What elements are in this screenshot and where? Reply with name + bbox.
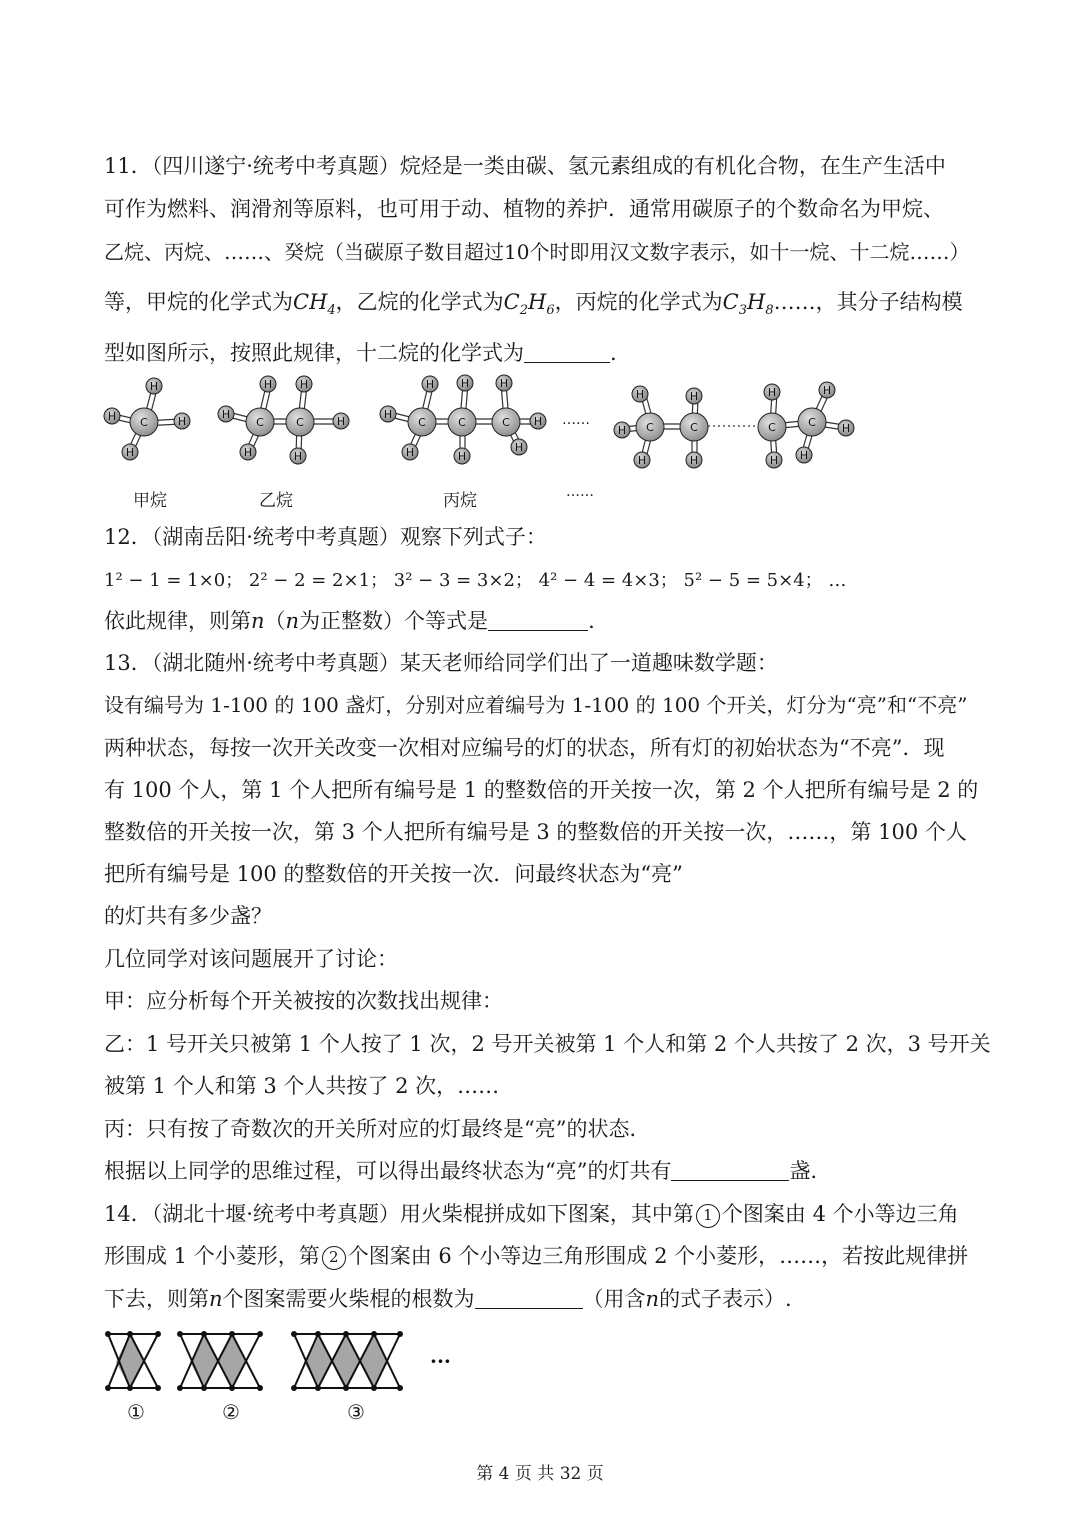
q13-line-9: 甲：应分析每个开关被按的次数找出规律： [104,989,503,1013]
svg-text:C: C [458,416,466,429]
variable-n: n [645,1287,660,1311]
rhombus-shape [116,1334,144,1388]
q14-line-1-text-a: 14．（湖北十堰·统考中考真题）用火柴棍拼成如下图案，其中第 [104,1202,694,1226]
q12-line-1: 12．（湖南岳阳·统考中考真题）观察下列式子： [104,525,547,549]
q13-line-1: 13．（湖北随州·统考中考真题）某天老师给同学们出了一道趣味数学题： [104,651,778,675]
svg-text:H: H [767,386,777,399]
q14-line-3-text-c: （用含 [582,1287,646,1311]
q14-line-3-text-a: 下去，则第 [104,1287,209,1311]
figure-label-3: ③ [347,1400,365,1424]
formula-c3h8: $C_3H_8$ [722,290,774,319]
svg-text:H: H [533,415,543,428]
q12-line-2: 1² − 1 = 1×0； 2² − 2 = 2×1； 3² − 3 = 3×2； 4² − 4 = 4×3； 5² − 5 = 5×4； … [104,570,847,591]
q14-line-2-text-a: 形围成 1 个小菱形，第 [104,1244,320,1268]
svg-text:H: H [149,380,159,393]
q12-line-3-text-b: （ [264,609,286,633]
q12-line-3-text-c: 为正整数）个等式是 [299,609,489,633]
svg-text:C: C [296,416,304,429]
matchstick-pattern-figure [100,1328,460,1398]
q14-line-3-text-b: 个图案需要火柴棍的根数为 [222,1287,475,1311]
page-footer: 第 4 页 共 32 页 [476,1464,604,1484]
q11-line-3: 乙烷、丙烷、……、癸烷（当碳原子数目超过10个时即用汉文数字表示，如十一烷、十二烷……） [104,240,970,264]
svg-text:H: H [336,415,346,428]
svg-text:H: H [460,377,470,390]
q14-line-2-text-b: 个图案由 6 个小等边三角形围成 2 个小菱形，……，若按此规律拼 [347,1244,969,1268]
molecule-ellipsis-top: …… [562,412,590,428]
variable-n: n [251,609,265,633]
q13-line-7: 的灯共有多少盏？ [104,904,272,928]
q14-line-1 [104,1199,959,1229]
q13-line-13-text-b: 盏． [789,1159,832,1183]
answer-blank-q14[interactable] [475,1286,583,1309]
circled-number-2: 2 [322,1246,346,1270]
svg-text:H: H [689,390,699,403]
svg-text:H: H [799,449,809,462]
q13-line-10: 乙：1 号开关只被第 1 个人按了 1 次，2 号开关被第 1 个人和第 2 个人共按了 2 次，3 号开关 [104,1032,991,1056]
svg-text:H: H [263,378,273,391]
svg-text:H: H [383,408,393,421]
q13-line-11: 被第 1 个人和第 3 个人共按了 2 次，…… [104,1074,500,1098]
svg-text:H: H [822,384,832,397]
q13-line-3: 两种状态，每按一次开关改变一次相对应编号的灯的状态，所有灯的初始状态为“不亮”．现 [104,736,945,760]
svg-text:H: H [299,378,309,391]
svg-text:C: C [768,421,776,434]
svg-text:H: H [637,454,647,467]
molecule-ellipsis-bottom: …… [566,484,594,500]
svg-text:H: H [841,422,851,435]
q11-line-4-text-b: ，乙烷的化学式为 [335,290,504,314]
q14-line-2 [104,1241,968,1271]
rhombus-shape [304,1334,332,1388]
q11-line-5-end: . [610,341,617,365]
svg-text:H: H [177,415,187,428]
svg-text:C: C [418,416,426,429]
circled-number-1: 1 [696,1204,720,1228]
svg-text:H: H [499,377,509,390]
formula-ch4: $CH_4$ [293,290,336,319]
answer-blank-q12[interactable] [488,608,588,631]
label-ethane: 乙烷 [259,491,293,511]
q13-line-5: 整数倍的开关按一次，第 3 个人把所有编号是 3 的整数倍的开关按一次，……，第 100 个人 [104,820,967,844]
svg-text:H: H [769,454,779,467]
rhombus-shape [190,1334,218,1388]
q11-line-4 [104,287,963,326]
svg-text:H: H [405,446,415,459]
q11-line-2: 可作为燃料、润滑剂等原料，也可用于动、植物的养护．通常用碳原子的个数命名为甲烷、 [104,197,944,221]
q14-line-3-text-d: 的式子表示）. [659,1287,792,1311]
q12-line-3 [104,606,595,636]
q11-line-4-text-d: ……，其分子结构模 [773,290,963,314]
q13-line-13-text-a: 根据以上同学的思维过程，可以得出最终状态为“亮”的灯共有 [104,1159,672,1183]
svg-text:H: H [125,446,135,459]
svg-text:C: C [256,416,264,429]
svg-text:H: H [617,424,627,437]
figure-label-1: ① [127,1400,145,1424]
svg-text:H: H [689,454,699,467]
q12-line-3-text-a: 依此规律，则第 [104,609,251,633]
q13-line-2: 设有编号为 1-100 的 100 盏灯，分别对应着编号为 1-100 的 100 个开关，灯分为“亮”和“不亮” [104,693,968,717]
q12-line-3-end: . [588,609,595,633]
figure-ellipsis: ··· [430,1349,451,1373]
variable-n: n [285,609,300,633]
q14-line-3 [104,1284,792,1314]
svg-text:H: H [243,446,253,459]
q11-line-4-text-a: 等，甲烷的化学式为 [104,290,293,314]
svg-text:C: C [690,421,698,434]
q13-line-12: 丙：只有按了奇数次的开关所对应的灯最终是“亮”的状态． [104,1117,651,1141]
q11-line-5 [104,338,617,368]
answer-blank-q13[interactable] [671,1158,789,1181]
answer-blank-q11[interactable] [524,340,610,363]
q13-line-8: 几位同学对该问题展开了讨论： [104,947,398,971]
alkane-molecule-figure [96,374,876,514]
rhombus-shape [332,1334,360,1388]
svg-text:H: H [457,450,467,463]
q13-line-4: 有 100 个人，第 1 个人把所有编号是 1 的整数倍的开关按一次，第 2 个人把所有编号是 2 的 [104,778,979,802]
formula-c2h6: $C_2H_6$ [503,290,555,319]
label-propane: 丙烷 [443,491,477,511]
q14-line-1-text-b: 个图案由 4 个小等边三角 [721,1202,959,1226]
rhombus-shape [218,1334,246,1388]
svg-text:C: C [502,416,510,429]
label-methane: 甲烷 [133,491,167,511]
q11-line-1: 11．（四川遂宁·统考中考真题）烷烃是一类由碳、氢元素组成的有机化合物，在生产生活中 [104,154,946,178]
svg-text:H: H [514,441,524,454]
svg-text:H: H [635,388,645,401]
q13-line-6: 把所有编号是 100 的整数倍的开关按一次．问最终状态为“亮” [104,862,683,886]
svg-text:H: H [107,410,117,423]
q11-line-4-text-c: ，丙烷的化学式为 [554,290,723,314]
q13-line-13 [104,1156,831,1186]
q11-line-5-text: 型如图所示，按照此规律，十二烷的化学式为 [104,341,524,365]
svg-text:H: H [221,408,231,421]
figure-label-2: ② [222,1400,240,1424]
svg-text:H: H [425,378,435,391]
variable-n: n [209,1287,223,1311]
svg-text:C: C [808,416,816,429]
svg-text:C: C [646,421,654,434]
atom-carbon: C [140,416,148,429]
svg-text:H: H [293,450,303,463]
rhombus-shape [360,1334,388,1388]
